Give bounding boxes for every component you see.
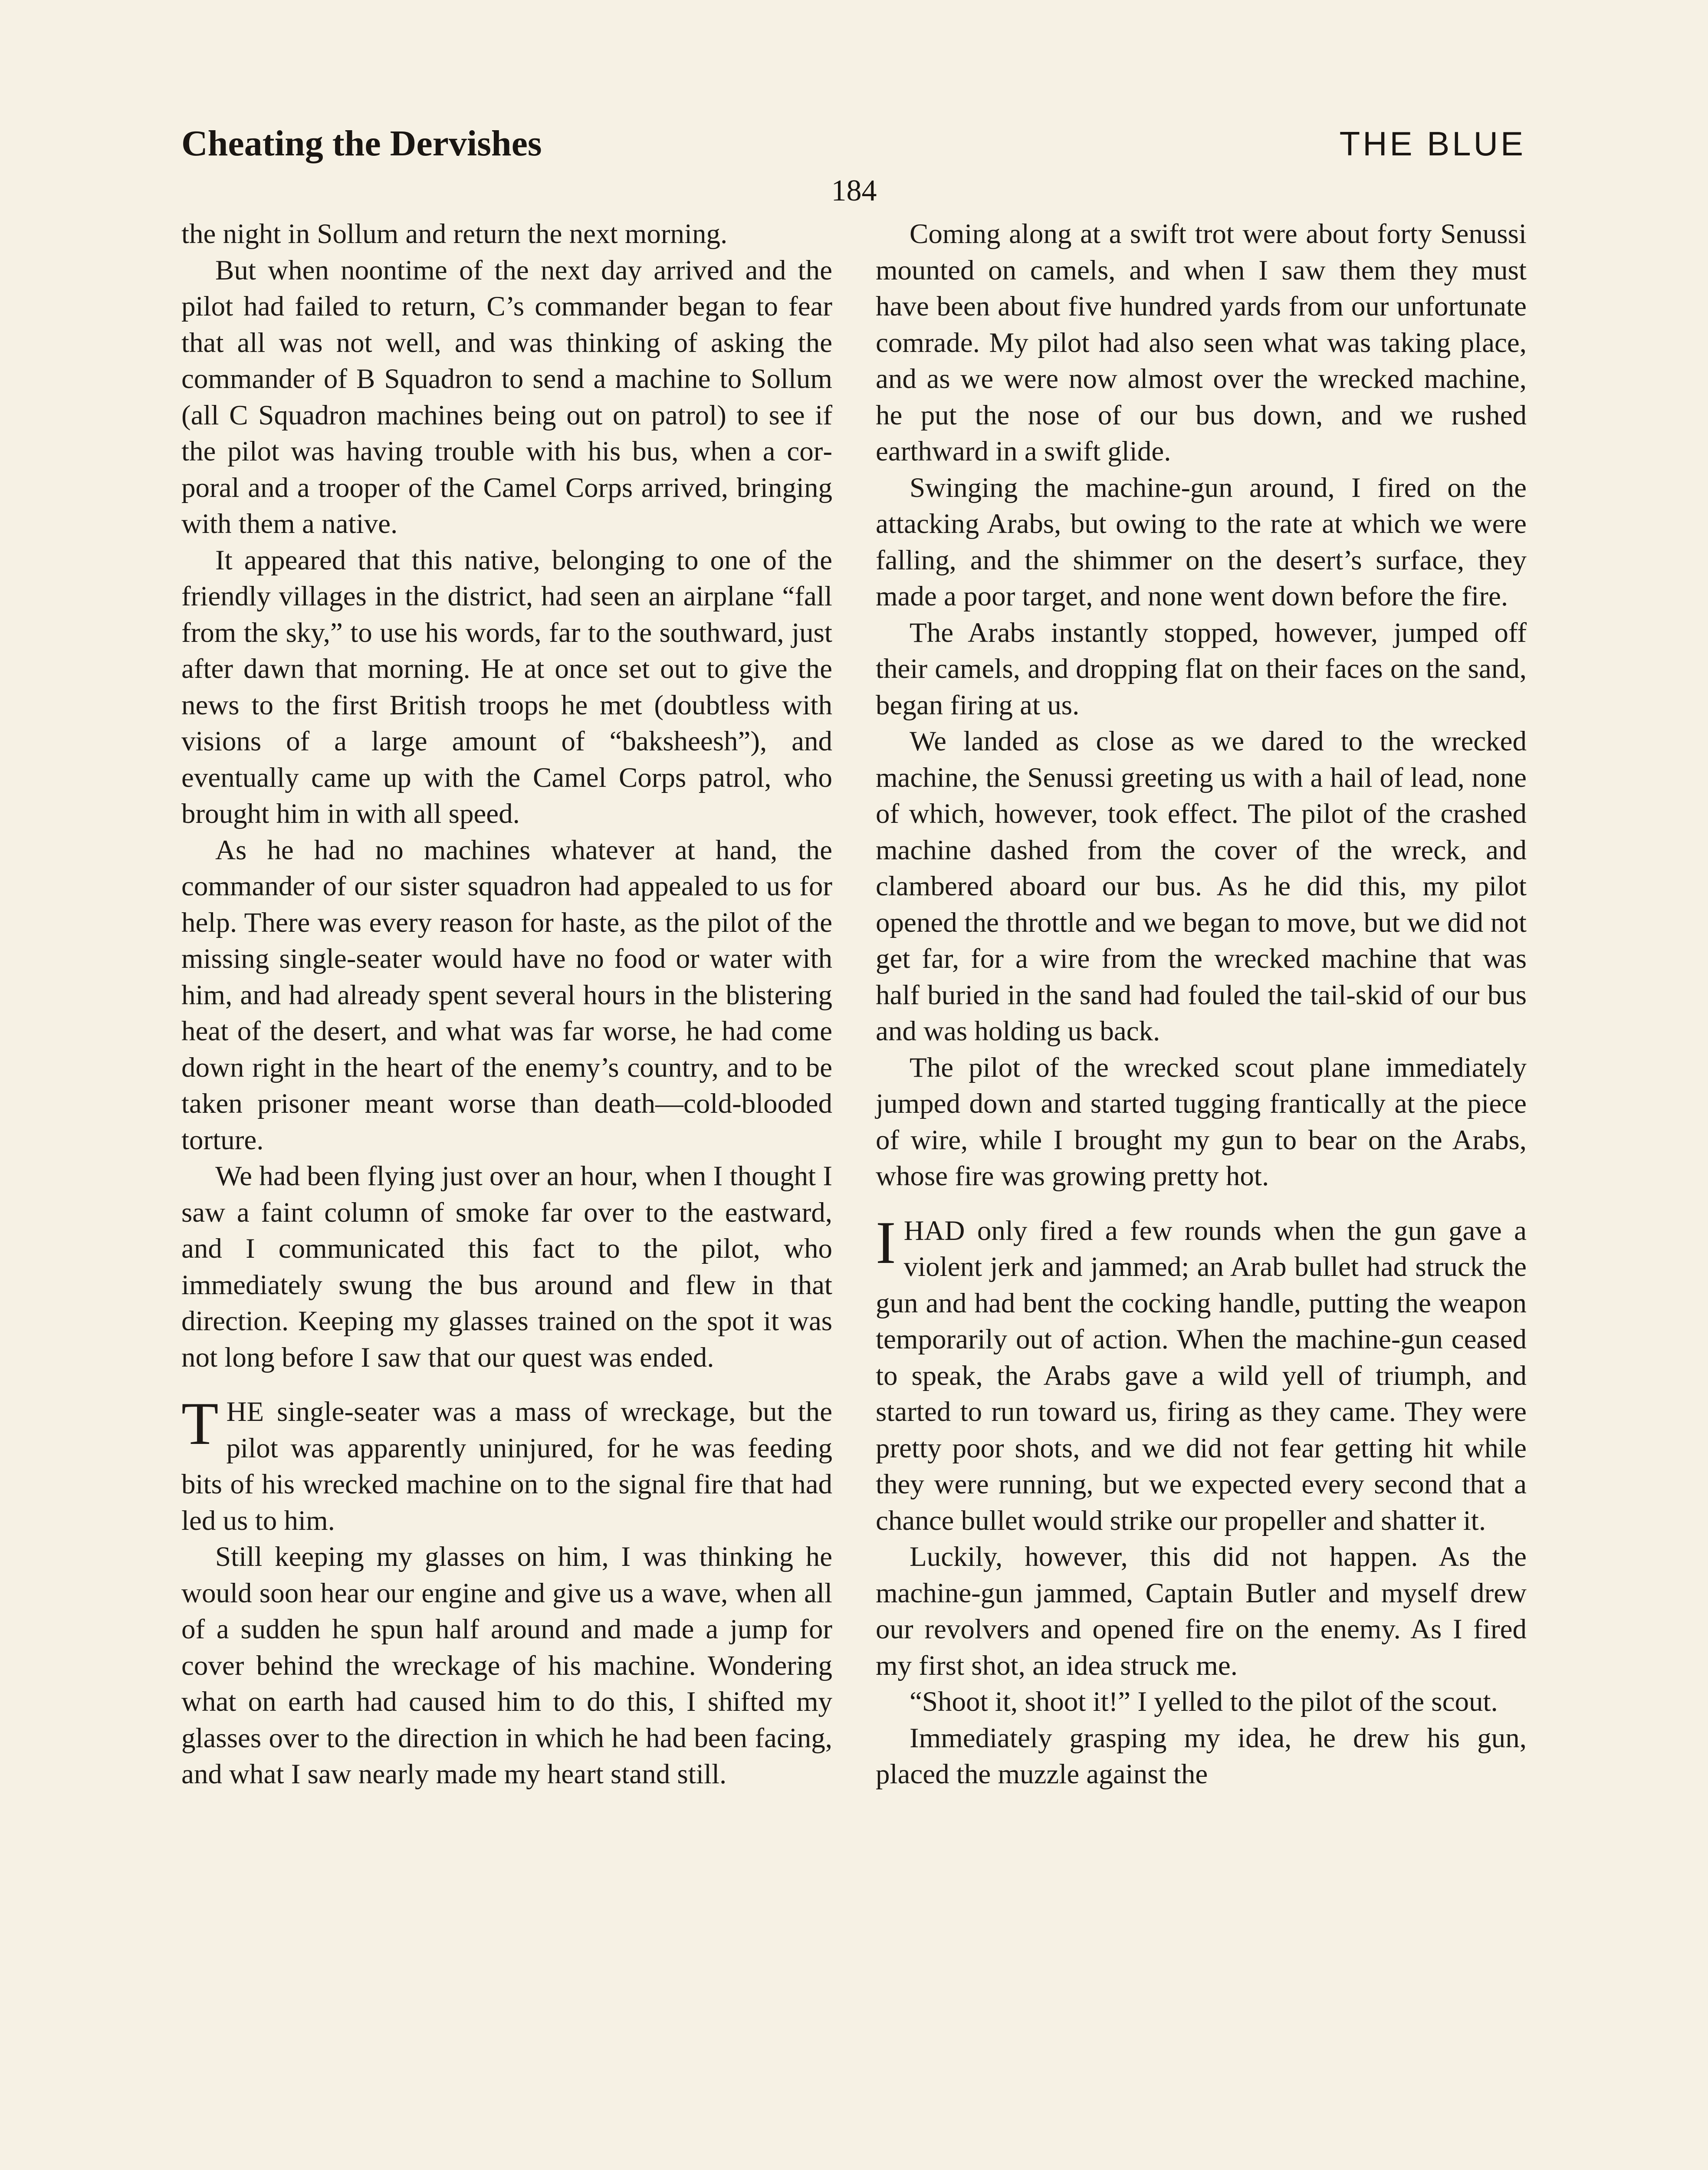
paragraph-text: HE single-seater was a mass of wreckage, but the pilot was apparently uninjured, for he was feeding bits of his wrecked machine on to the signal fire that had led us to him.	[181, 1396, 832, 1536]
paragraph: It appeared that this native, belonging to one of the friendly villages in the district, had seen an airplane “fall from the sky,” to use his words, far to the southward, just after dawn that morning. He at once set out to give the news to the first British troops he met (doubtless with visions of a large amount of “baksheesh”), and eventually came up with the Camel Corps patrol, who brought him in with all speed.	[181, 544, 832, 829]
paragraph: The Arabs instantly stopped, however, jumped off their camels, and dropping flat on their faces on the sand, began firing at us.	[876, 617, 1527, 721]
magazine-title-header: THE BLUE	[1339, 125, 1526, 163]
paragraph: Luckily, however, this did not happen. As the machine-gun jammed, Captain Butler and myself drew our revolvers and opened fire on the enemy. As I fired my first shot, an idea struck me.	[876, 1541, 1527, 1681]
drop-cap: T	[181, 1390, 219, 1457]
page-number: 184	[831, 174, 877, 207]
paragraph: But when noontime of the next day arrived and the pilot had failed to return, C’s commander began to fear that all was not well, and was thinking of asking the commander of B Squadron to send a machine to Sollum (all C Squadron machines being out on patrol) to see if the pilot was having trouble with his bus, when a corporal and a trooper of the Camel Corps arrived, bringing with them a native.	[181, 254, 832, 539]
paragraph-text: HAD only fired a few rounds when the gun gave a violent jerk and jammed; an Arab bullet had struck the gun and had bent the cocking handle, putting the weapon temporarily out of action. When the machine-gun ceased to speak, the Arabs gave a wild yell of triumph, and started to run toward us, firing as they came. They were pretty poor shots, and we did not fear getting hit while they were running, but we expected every second that a chance bullet would strike our propeller and shatter it.	[876, 1215, 1527, 1536]
story-title-header: Cheating the Dervishes	[181, 123, 542, 164]
paragraph: Coming along at a swift trot were about forty Senussi mounted on camels, and when I saw them they must have been about five hundred yards from our unfortunate comrade. My pilot had also seen what was taking place, and as we were now almost over the wrecked machine, he put the nose of our bus down, and we rushed earthward in a swift glide.	[876, 218, 1527, 467]
paragraph: The pilot of the wrecked scout plane immediately jumped down and started tugging frantically at the piece of wire, while I brought my gun to bear on the Arabs, whose fire was growing pretty hot.	[876, 1052, 1527, 1192]
paragraph: We landed as close as we dared to the wrecked machine, the Senussi greeting us with a hail of lead, none of which, however, took effect. The pilot of the crashed machine dashed from the cover of the wreck, and clambered aboard our bus. As he did this, my pilot opened the throttle and we began to move, but we did not get far, for a wire from the wrecked machine that was half buried in the sand had fouled the tail-skid of our bus and was holding us back.	[876, 726, 1527, 1047]
left-text-column	[181, 216, 832, 1793]
paragraph: Immediately grasping my idea, he drew his gun, placed the muzzle against the	[876, 1722, 1527, 1790]
drop-cap: I	[876, 1209, 896, 1276]
paragraph: Swinging the machine-gun around, I fired on the attacking Arabs, but owing to the rate at which we were falling, and the shimmer on the desert’s surface, they made a poor target, and none went down before the fire.	[876, 472, 1527, 612]
paragraph: As he had no machines whatever at hand, the commander of our sister squadron had appealed to us for help. There was every reason for haste, as the pilot of the missing single-seater would have no food or water with him, and had already spent several hours in the blistering heat of the desert, and what was far worse, he had come down right in the heart of the enemy’s country, and to be taken prisoner meant worse than death—cold-blooded torture.	[181, 834, 832, 1156]
section-paragraph	[876, 1209, 1527, 1539]
paragraph: “Shoot it, shoot it!” I yelled to the pilot of the scout.	[910, 1686, 1498, 1717]
paragraph: Still keeping my glasses on him, I was thinking he would soon hear our engine and give us a wave, when all of a sudden he spun half around and made a jump for cover behind the wreckage of his machine. Wondering what on earth had caused him to do this, I shifted my glasses over to the direction in which he had been facing, and what I saw nearly made my heart stand still.	[181, 1541, 832, 1790]
paragraph: We had been flying just over an hour, when I thought I saw a faint column of smoke far over to the eastward, and I communicated this fact to the pilot, who immediately swung the bus around and flew in that direction. Keeping my glasses trained on the spot it was not long before I saw that our quest was ended.	[181, 1161, 832, 1373]
paragraph: the night in Sollum and return the next morning.	[181, 218, 728, 250]
section-paragraph	[181, 1390, 832, 1539]
right-text-column	[876, 216, 1527, 1793]
